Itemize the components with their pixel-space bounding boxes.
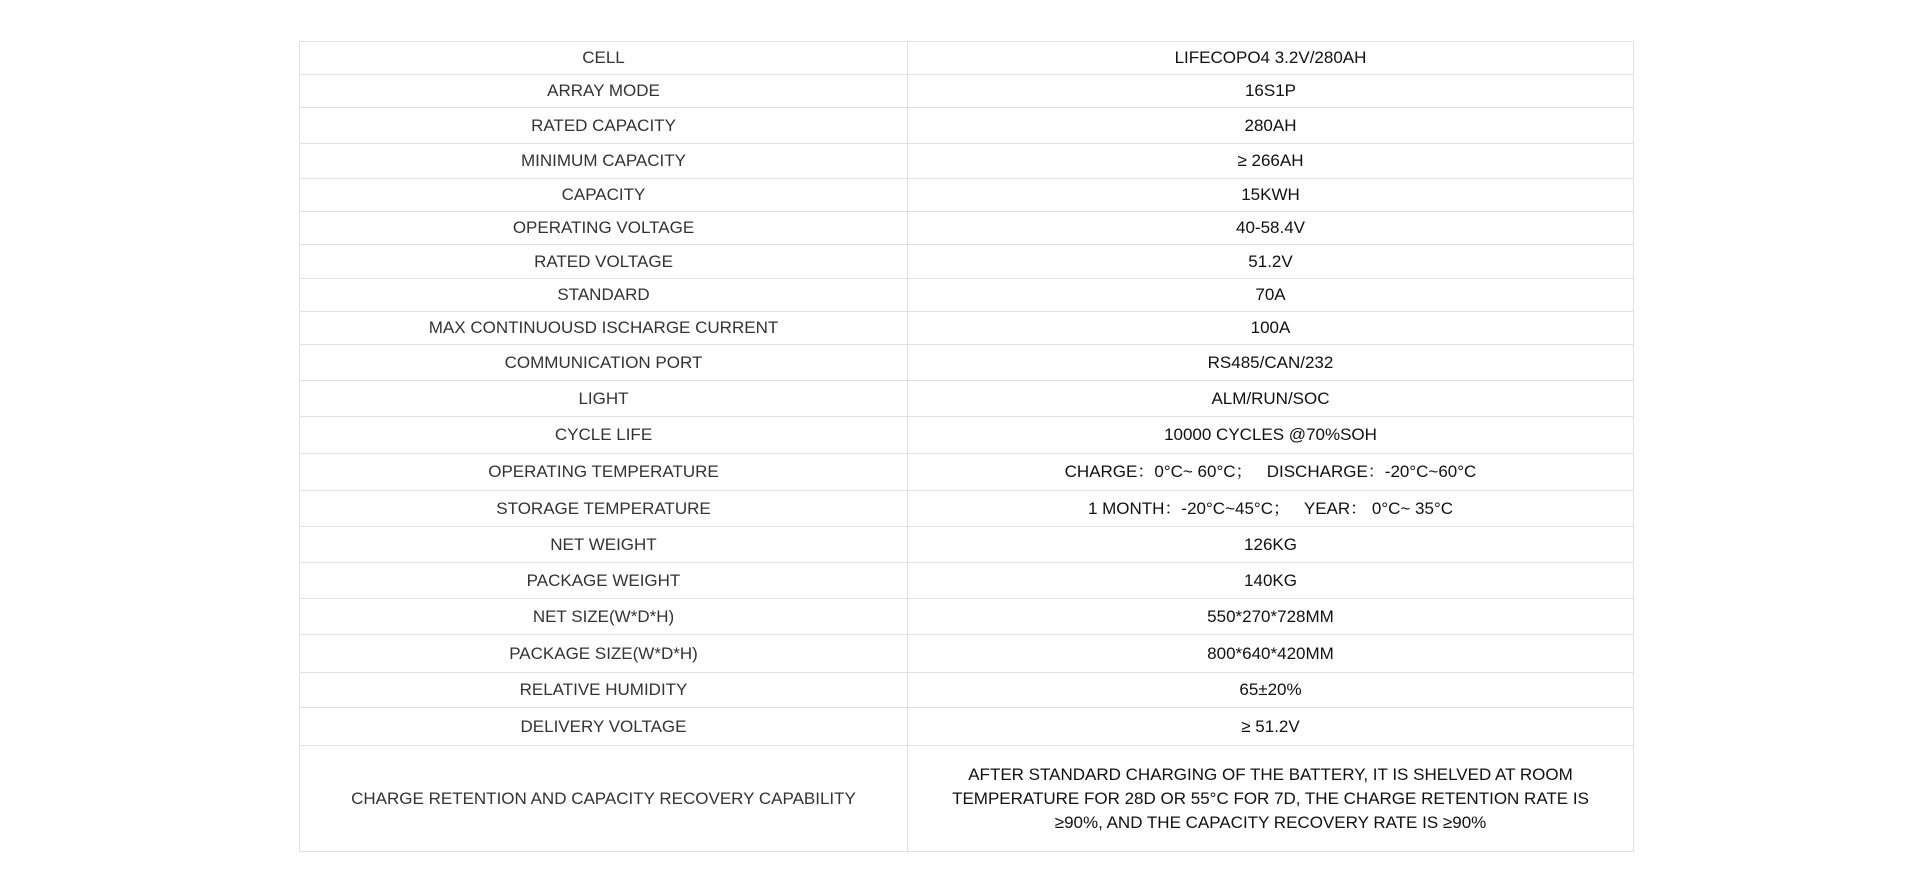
table-row	[300, 345, 1634, 381]
spec-label: PACKAGE WEIGHT	[300, 563, 908, 599]
spec-value: ≥ 51.2V	[908, 708, 1634, 746]
spec-value: 40-58.4V	[908, 212, 1634, 245]
spec-label: NET SIZE(W*D*H)	[300, 599, 908, 635]
spec-value: 15KWH	[908, 179, 1634, 212]
spec-value: 10000 CYCLES @70%SOH	[908, 417, 1634, 454]
table-row	[300, 746, 1634, 852]
table-row	[300, 491, 1634, 527]
spec-label: PACKAGE SIZE(W*D*H)	[300, 635, 908, 673]
spec-value: ALM/RUN/SOC	[908, 381, 1634, 417]
spec-label: CHARGE RETENTION AND CAPACITY RECOVERY CAPABILITY	[300, 746, 908, 852]
spec-value: AFTER STANDARD CHARGING OF THE BATTERY, IT IS SHELVED AT ROOM TEMPERATURE FOR 28D OR 55°C FOR 7D, THE CHARGE RETENTION RATE IS ≥90%, AND THE CAPACITY RECOVERY RATE IS ≥90%	[908, 746, 1634, 852]
spec-value: 1 MONTH：-20°C~45°C； YEAR： 0°C~ 35°C	[908, 491, 1634, 527]
table-row	[300, 279, 1634, 312]
table-row	[300, 417, 1634, 454]
spec-label: CYCLE LIFE	[300, 417, 908, 454]
table-row	[300, 527, 1634, 563]
table-row	[300, 599, 1634, 635]
table-row	[300, 312, 1634, 345]
spec-value: 65±20%	[908, 673, 1634, 708]
spec-value: CHARGE：0°C~ 60°C； DISCHARGE：-20°C~60°C	[908, 454, 1634, 491]
spec-label: LIGHT	[300, 381, 908, 417]
table-row	[300, 179, 1634, 212]
table-row	[300, 75, 1634, 108]
table-row	[300, 245, 1634, 279]
spec-label: MAX CONTINUOUSD ISCHARGE CURRENT	[300, 312, 908, 345]
spec-label: COMMUNICATION PORT	[300, 345, 908, 381]
spec-value: 51.2V	[908, 245, 1634, 279]
spec-value: 140KG	[908, 563, 1634, 599]
spec-table	[299, 41, 1634, 852]
spec-label: RATED CAPACITY	[300, 108, 908, 144]
spec-label: STORAGE TEMPERATURE	[300, 491, 908, 527]
spec-value: 100A	[908, 312, 1634, 345]
spec-label: NET WEIGHT	[300, 527, 908, 563]
spec-label: STANDARD	[300, 279, 908, 312]
table-row	[300, 454, 1634, 491]
spec-value: LIFECOPO4 3.2V/280AH	[908, 42, 1634, 75]
spec-value: 800*640*420MM	[908, 635, 1634, 673]
spec-label: OPERATING TEMPERATURE	[300, 454, 908, 491]
table-row	[300, 563, 1634, 599]
spec-label: CAPACITY	[300, 179, 908, 212]
spec-label: ARRAY MODE	[300, 75, 908, 108]
table-row	[300, 673, 1634, 708]
table-row	[300, 708, 1634, 746]
table-row	[300, 42, 1634, 75]
spec-label: CELL	[300, 42, 908, 75]
spec-value: 550*270*728MM	[908, 599, 1634, 635]
table-row	[300, 381, 1634, 417]
spec-value: 280AH	[908, 108, 1634, 144]
table-row	[300, 635, 1634, 673]
table-row	[300, 144, 1634, 179]
spec-value: 70A	[908, 279, 1634, 312]
spec-value: ≥ 266AH	[908, 144, 1634, 179]
spec-label: MINIMUM CAPACITY	[300, 144, 908, 179]
table-row	[300, 212, 1634, 245]
spec-label: RATED VOLTAGE	[300, 245, 908, 279]
spec-label: RELATIVE HUMIDITY	[300, 673, 908, 708]
spec-value: 126KG	[908, 527, 1634, 563]
spec-value: RS485/CAN/232	[908, 345, 1634, 381]
spec-value: 16S1P	[908, 75, 1634, 108]
spec-label: OPERATING VOLTAGE	[300, 212, 908, 245]
table-row	[300, 108, 1634, 144]
spec-label: DELIVERY VOLTAGE	[300, 708, 908, 746]
